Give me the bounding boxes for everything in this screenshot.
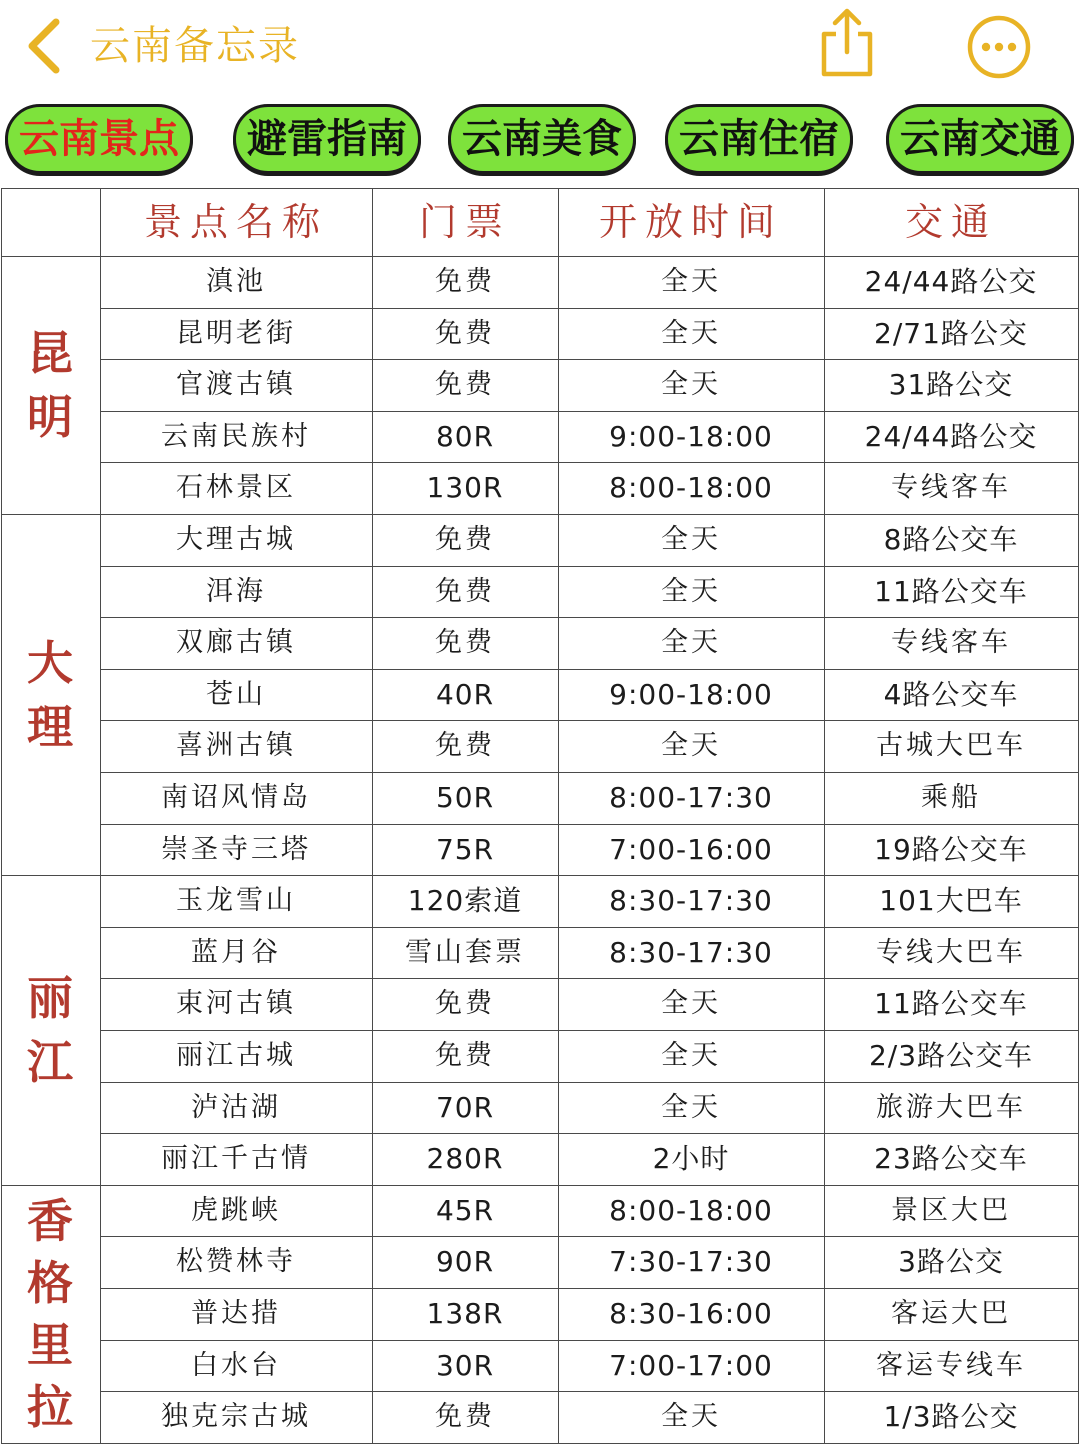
attraction-name: 普达措 xyxy=(191,1298,281,1329)
opening-hours: 2小时 xyxy=(652,1142,730,1176)
ticket-price: 40R xyxy=(435,677,495,711)
transport-info: 2/3路公交车 xyxy=(868,1039,1034,1072)
opening-hours: 全天 xyxy=(661,627,721,659)
attraction-name: 丽江古城 xyxy=(176,1040,296,1071)
region-char: 明 xyxy=(27,390,73,444)
opening-hours: 7:00-16:00 xyxy=(609,832,773,866)
transport-info: 24/44路公交 xyxy=(864,419,1038,453)
opening-hours: 全天 xyxy=(661,1401,721,1433)
tab-yunnan-transport[interactable]: 云南交通 xyxy=(886,104,1074,174)
transport-info: 客运专线车 xyxy=(876,1349,1026,1381)
ticket-price: 免费 xyxy=(435,1040,495,1071)
attraction-name: 昆明老街 xyxy=(176,317,296,349)
attraction-name: 束河古镇 xyxy=(176,988,296,1020)
transport-info: 11路公交车 xyxy=(874,987,1028,1021)
transport-info: 1/3路公交 xyxy=(883,1400,1019,1434)
attraction-name: 松赞林寺 xyxy=(176,1246,296,1278)
transport-info: 古城大巴车 xyxy=(876,730,1026,762)
region-char: 里 xyxy=(27,1317,73,1372)
ticket-price: 90R xyxy=(435,1245,495,1279)
transport-info: 2/71路公交 xyxy=(874,316,1028,350)
ticket-price: 70R xyxy=(435,1090,495,1124)
region-char: 理 xyxy=(27,699,73,754)
tab-yunnan-food[interactable]: 云南美食 xyxy=(448,104,636,174)
transport-info: 专线客车 xyxy=(891,472,1011,504)
region-char: 昆 xyxy=(27,326,73,380)
transport-info: 8路公交车 xyxy=(883,523,1019,556)
chevron-left-icon xyxy=(22,16,74,76)
attraction-name: 云南民族村 xyxy=(161,420,311,452)
opening-hours: 全天 xyxy=(661,1091,721,1123)
attraction-name: 滇池 xyxy=(206,266,266,297)
attraction-name: 玉龙雪山 xyxy=(176,885,296,917)
ticket-price: 免费 xyxy=(435,317,495,349)
tab-yunnan-lodging[interactable]: 云南住宿 xyxy=(665,104,853,174)
attraction-name: 虎跳峡 xyxy=(191,1194,281,1226)
attraction-name: 大理古城 xyxy=(176,524,296,555)
opening-hours: 8:30-17:30 xyxy=(609,884,773,918)
row-divider xyxy=(1,188,1079,189)
attraction-name: 石林景区 xyxy=(176,472,296,504)
region-label xyxy=(0,256,100,514)
transport-info: 101大巴车 xyxy=(879,884,1023,918)
region-label xyxy=(0,514,100,875)
ticket-price: 免费 xyxy=(435,266,495,297)
attraction-name: 崇圣寺三塔 xyxy=(161,833,311,865)
transport-info: 4路公交车 xyxy=(883,677,1019,711)
region-char: 格 xyxy=(27,1255,73,1310)
tab-yunnan-attractions[interactable]: 云南景点 xyxy=(5,104,193,174)
opening-hours: 全天 xyxy=(661,266,721,297)
opening-hours: 8:30-16:00 xyxy=(609,1297,773,1330)
opening-hours: 7:30-17:30 xyxy=(609,1245,773,1279)
ticket-price: 45R xyxy=(435,1193,495,1227)
region-char: 拉 xyxy=(27,1379,73,1434)
opening-hours: 全天 xyxy=(661,730,721,762)
attractions-table xyxy=(0,188,1080,1440)
page-title: 云南备忘录 xyxy=(90,23,300,69)
column-divider xyxy=(1078,188,1079,1443)
region-char: 大 xyxy=(27,635,73,690)
ticket-price: 138R xyxy=(426,1297,504,1330)
transport-info: 11路公交车 xyxy=(874,574,1028,608)
ticket-price: 130R xyxy=(426,471,504,505)
transport-info: 专线大巴车 xyxy=(876,936,1026,968)
transport-info: 客运大巴 xyxy=(891,1298,1011,1329)
opening-hours: 8:00-18:00 xyxy=(609,1193,773,1227)
opening-hours: 7:00-17:00 xyxy=(609,1348,773,1382)
header-ticket: 门票 xyxy=(418,200,511,244)
attraction-name: 泸沽湖 xyxy=(191,1091,281,1123)
ticket-price: 免费 xyxy=(435,369,495,401)
opening-hours: 全天 xyxy=(661,1040,721,1071)
opening-hours: 全天 xyxy=(661,369,721,401)
nav-bar xyxy=(0,0,1080,96)
region-char: 香 xyxy=(27,1193,73,1248)
ticket-price: 80R xyxy=(435,419,495,453)
ticket-price: 雪山套票 xyxy=(405,936,525,968)
attraction-name: 白水台 xyxy=(191,1349,281,1381)
transport-info: 23路公交车 xyxy=(874,1142,1028,1176)
opening-hours: 全天 xyxy=(661,988,721,1020)
region-label xyxy=(0,1185,100,1443)
share-icon xyxy=(816,6,878,78)
region-char: 丽 xyxy=(27,970,73,1025)
ticket-price: 120索道 xyxy=(407,884,523,918)
transport-info: 景区大巴 xyxy=(891,1194,1011,1226)
back-button[interactable] xyxy=(22,16,74,76)
header-transport: 交通 xyxy=(904,200,997,244)
ticket-price: 75R xyxy=(435,832,495,866)
attraction-name: 蓝月谷 xyxy=(191,936,281,968)
opening-hours: 8:00-17:30 xyxy=(609,781,773,814)
ticket-price: 50R xyxy=(435,781,495,814)
attraction-name: 独克宗古城 xyxy=(161,1401,311,1433)
region-char: 江 xyxy=(27,1034,73,1089)
attraction-name: 丽江千古情 xyxy=(161,1143,311,1175)
transport-info: 乘船 xyxy=(921,782,981,813)
opening-hours: 8:00-18:00 xyxy=(609,471,773,505)
ticket-price: 免费 xyxy=(435,575,495,607)
ticket-price: 30R xyxy=(435,1348,495,1382)
ticket-price: 免费 xyxy=(435,524,495,555)
ticket-price: 免费 xyxy=(435,1401,495,1433)
category-tabs xyxy=(0,102,1080,182)
region-label xyxy=(0,875,100,1185)
attraction-name: 南诏风情岛 xyxy=(161,782,311,813)
more-button[interactable] xyxy=(966,14,1032,80)
more-icon xyxy=(966,14,1032,80)
transport-info: 专线客车 xyxy=(891,627,1011,659)
transport-info: 24/44路公交 xyxy=(864,265,1038,298)
opening-hours: 全天 xyxy=(661,524,721,555)
transport-info: 旅游大巴车 xyxy=(876,1091,1026,1123)
share-button[interactable] xyxy=(816,6,878,78)
header-name: 景点名称 xyxy=(143,200,328,244)
transport-info: 3路公交 xyxy=(898,1245,1004,1279)
opening-hours: 9:00-18:00 xyxy=(609,419,773,453)
ticket-price: 免费 xyxy=(435,730,495,762)
transport-info: 19路公交车 xyxy=(874,832,1028,866)
opening-hours: 全天 xyxy=(661,575,721,607)
opening-hours: 全天 xyxy=(661,317,721,349)
ticket-price: 免费 xyxy=(435,988,495,1020)
ticket-price: 280R xyxy=(426,1142,504,1176)
attraction-name: 双廊古镇 xyxy=(176,627,296,659)
attraction-name: 官渡古镇 xyxy=(176,369,296,401)
opening-hours: 8:30-17:30 xyxy=(609,935,773,969)
attraction-name: 洱海 xyxy=(206,575,266,607)
transport-info: 31路公交 xyxy=(888,368,1014,402)
header-hours: 开放时间 xyxy=(598,200,783,244)
ticket-price: 免费 xyxy=(435,627,495,659)
attraction-name: 苍山 xyxy=(206,678,266,710)
tab-avoid-pitfalls[interactable]: 避雷指南 xyxy=(233,104,421,174)
opening-hours: 9:00-18:00 xyxy=(609,677,773,711)
attraction-name: 喜洲古镇 xyxy=(176,730,296,762)
